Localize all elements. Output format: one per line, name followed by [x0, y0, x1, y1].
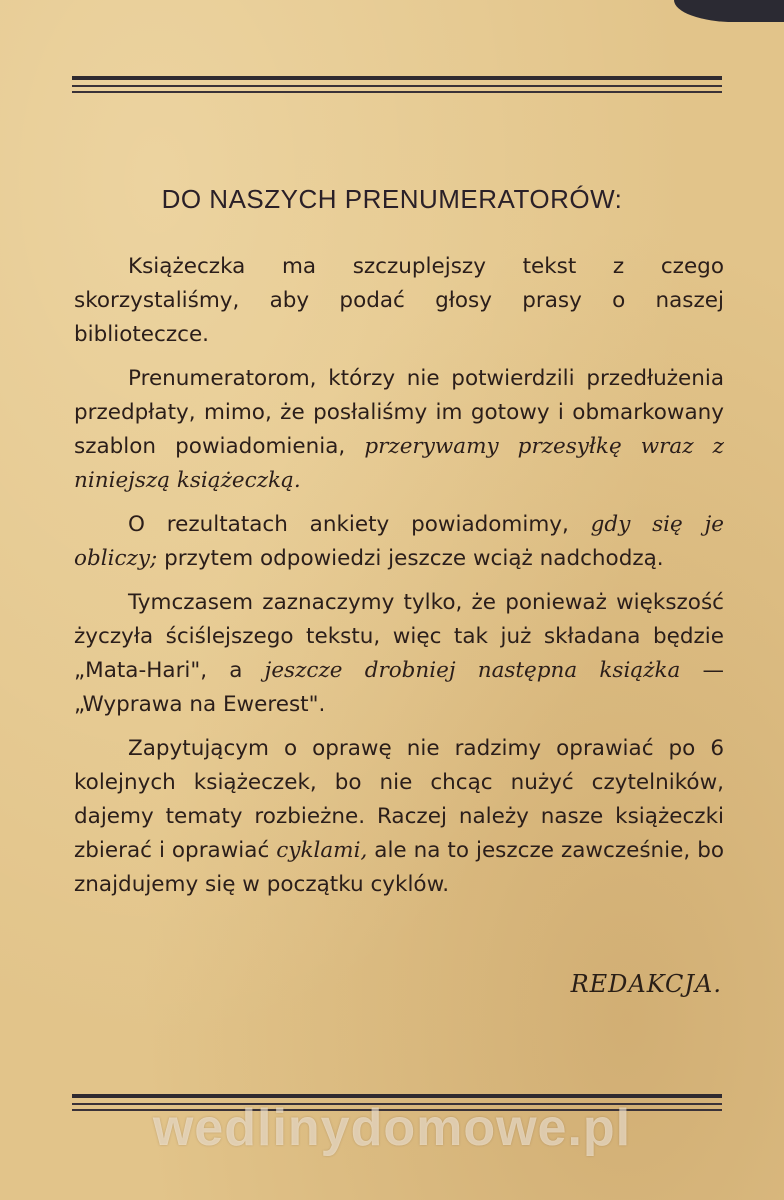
notice-body [74, 250, 724, 912]
paragraph-4-italic: jeszcze drobniej następna książka [264, 658, 681, 683]
site-watermark: wedlinydomowe.pl [152, 1099, 632, 1157]
paragraph-1-text: Książeczka ma szczuplejszy tekst z czego skorzystaliśmy, aby podać głosy prasy o naszej biblioteczce. [74, 254, 724, 347]
page-heading: DO NASZYCH PRENUMERATORÓW: [161, 184, 623, 214]
paragraph-1 [74, 250, 724, 352]
paragraph-2-text: Prenumeratorom, którzy nie potwierdzili przedłużenia przedpłaty, mimo, że posłaliśmy im gotowy i obmarkowany szablon powiadomienia, [74, 366, 724, 459]
paragraph-3-end: przytem odpowiedzi jeszcze wciąż nadchodzą. [164, 546, 664, 571]
paragraph-2-italic: przerywamy przesyłkę wraz z niniejszą książeczką. [74, 434, 724, 493]
paragraph-5-text: Zapytującym o oprawę nie radzimy oprawiać po 6 kolejnych książeczek, bo nie chcąc nużyć czytelników, dajemy tematy rozbieżne. Raczej należy nasze książeczki zbierać i oprawiać [74, 736, 724, 863]
paragraph-4-a: a [229, 658, 243, 683]
paragraph-5-end: ale na to jeszcze zawcześnie, bo znajdujemy się w początku cyklów. [74, 838, 724, 897]
paragraph-4-text: Tymczasem zaznaczymy tylko, że ponieważ większość życzyła ściślejszego tekstu, więc tak już składana będzie „Mata-Hari", [74, 590, 724, 683]
paragraph-3 [74, 508, 724, 576]
top-rule [72, 76, 722, 97]
paragraph-4 [74, 586, 724, 722]
paragraph-5 [74, 732, 724, 902]
top-rule-thin [72, 85, 722, 87]
paragraph-2 [74, 362, 724, 498]
top-rule-thick [72, 76, 722, 80]
paragraph-5-italic: cyklami, [276, 838, 368, 863]
paragraph-3-italic: gdy się je obliczy; [74, 512, 724, 571]
page-corner-mark [674, 0, 784, 22]
editorial-signature: REDAKCJA. [570, 970, 722, 998]
top-rule-thin-second [72, 91, 722, 93]
paragraph-4-end: — „Wyprawa na Ewerest". [74, 658, 725, 717]
paragraph-3-text: O rezultatach ankiety powiadomimy, [128, 512, 569, 537]
